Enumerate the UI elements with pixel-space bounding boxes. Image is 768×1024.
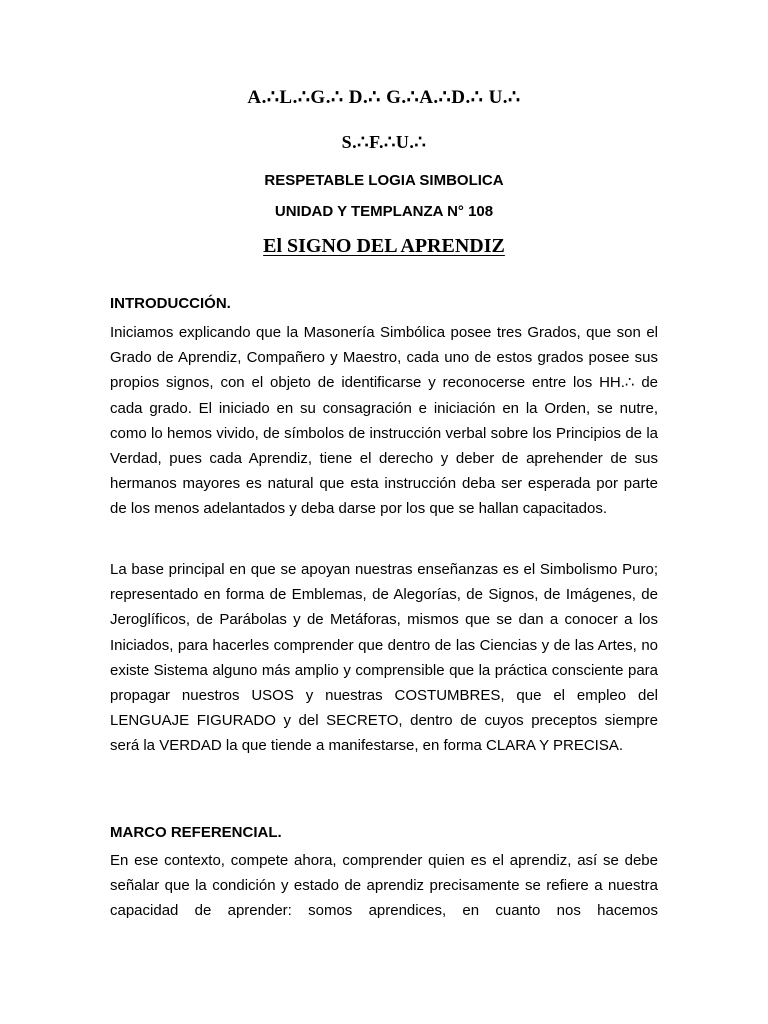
lodge-number: UNIDAD Y TEMPLANZA N° 108	[274, 203, 494, 220]
masonic-greeting: S.∴F.∴U.∴	[341, 132, 427, 152]
masonic-invocation: A.∴L.∴G.∴ D.∴ G.∴A.∴D.∴ U.∴	[247, 87, 521, 108]
paragraph: En ese contexto, compete ahora, comprender quien es el aprendiz, así se debe señalar que la condición y estado de aprendiz precisamente se refiere a nuestra capacidad de aprender: somos aprendices, en cuanto nos hacemos	[110, 852, 658, 920]
paragraph: Iniciamos explicando que la Masonería Simbólica posee tres Grados, que son el Grado de Aprendiz, Compañero y Maestro, cada uno de estos grados posee sus propios signos, con el objeto de identificarse y reconocerse entre los HH.∴ de cada grado. El iniciado en su consagración e iniciación en la Orden, se nutre, como lo hemos vivido, de símbolos de instrucción verbal sobre los Principios de la Verdad, pues cada Aprendiz, tiene el derecho y deber de aprehender de sus hermanos mayores es natural que esta instrucción deba ser esperada por parte de los menos adelantados y deba darse por los que se hallan capacitados.	[110, 324, 658, 518]
document-title	[0, 235, 768, 258]
paragraph: La base principal en que se apoyan nuestras enseñanzas es el Simbolismo Puro; representado en forma de Emblemas, de Alegorías, de Signos, de Imágenes, de Jeroglíficos, de Parábolas y de Metáforas, mismos que se dan a conocer a los Iniciados, para hacerles comprender que dentro de las Ciencias y de las Artes, no existe Sistema alguno más amplio y comprensible que la práctica consciente para propagar nuestros USOS y nuestras COSTUMBRES, que el empleo del LENGUAJE FIGURADO y del SECRETO, dentro de cuyos preceptos siempre será la VERDAD la que tiende a manifestarse, en forma CLARA Y PRECISA.	[110, 561, 658, 755]
section-heading-marco-referencial: MARCO REFERENCIAL.	[110, 824, 282, 841]
section-heading-introduccion: INTRODUCCIÓN.	[110, 295, 231, 312]
document-title-text: El SIGNO DEL APRENDIZ	[263, 235, 505, 257]
lodge-name: RESPETABLE LOGIA SIMBOLICA	[264, 172, 504, 189]
